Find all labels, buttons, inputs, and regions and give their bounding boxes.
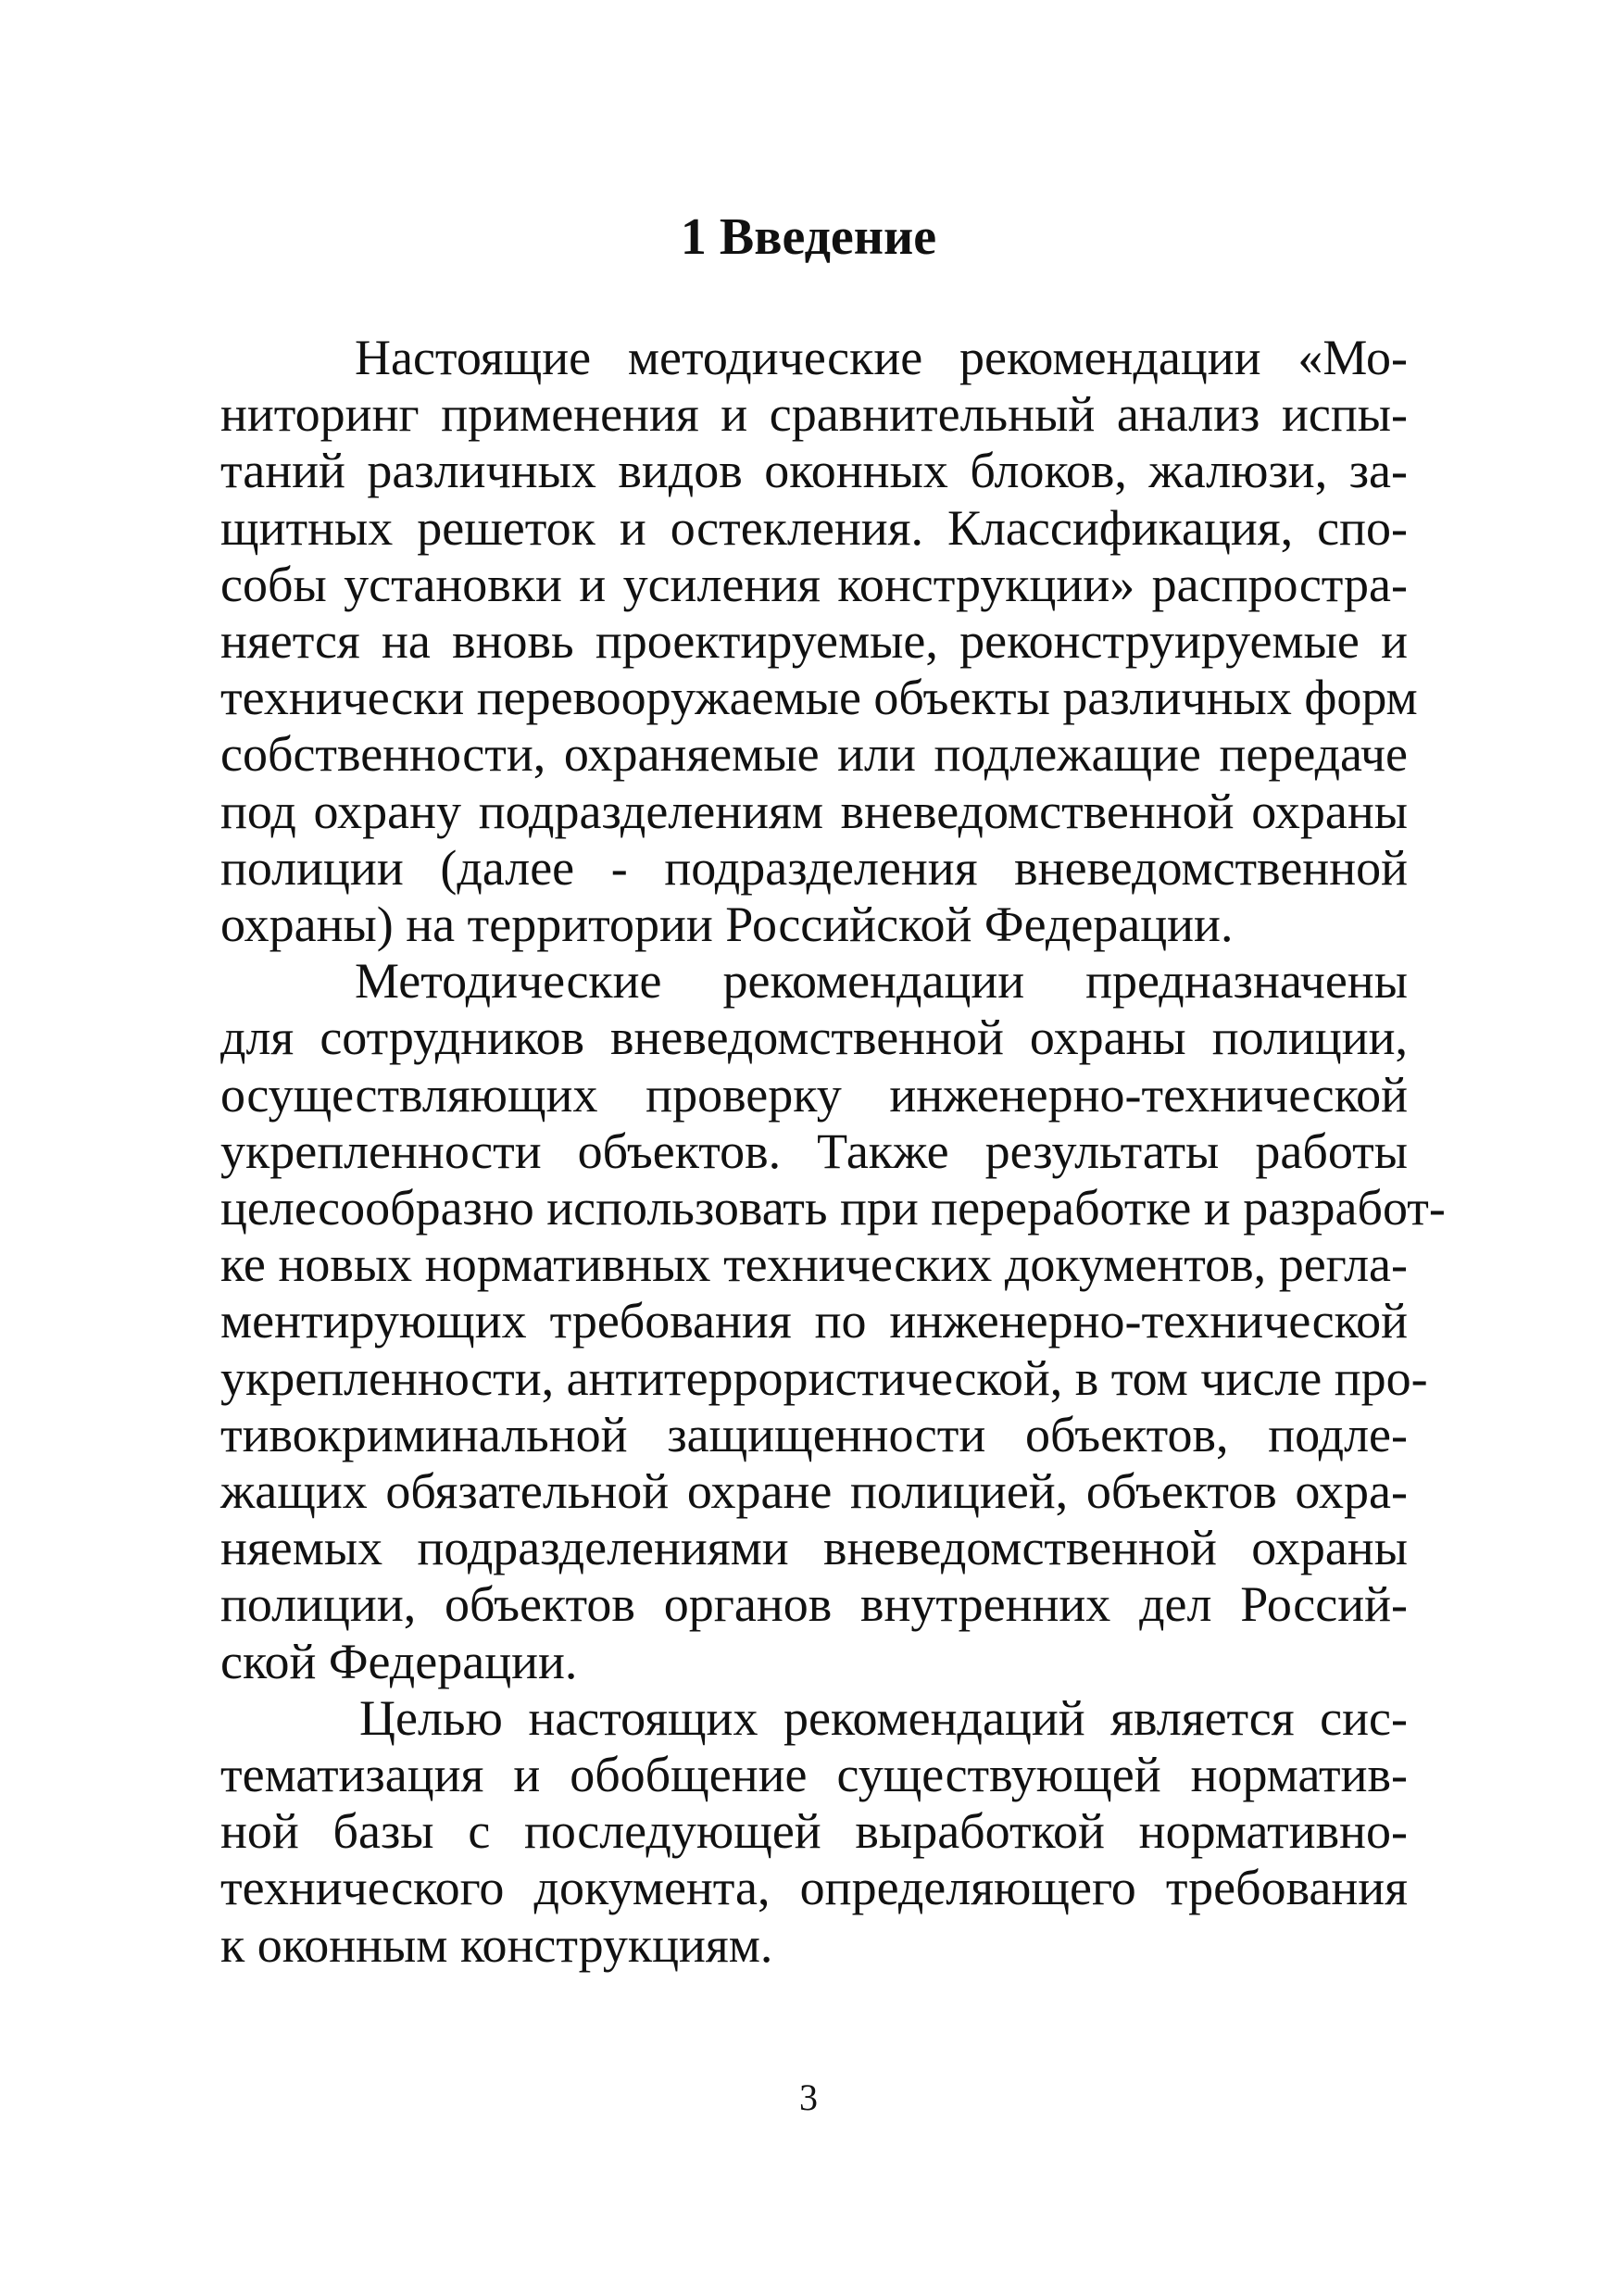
- text-line: ментирующих требования по инженерно-технической: [220, 1293, 1408, 1349]
- text-line: ке новых нормативных технических документов, регла-: [220, 1236, 1408, 1293]
- page-number: 3: [799, 2076, 818, 2118]
- text-line: тематизация и обобщение существующей норматив-: [220, 1747, 1408, 1803]
- text-line: няемых подразделениями вневедомственной охраны: [220, 1520, 1408, 1576]
- text-line: технического документа, определяющего требования: [220, 1860, 1408, 1916]
- text-line: Настоящие методические рекомендации «Мо-: [355, 330, 1408, 385]
- text-line: полиции (далее - подразделения вневедомственной: [220, 839, 1408, 896]
- text-line: для сотрудников вневедомственной охраны полиции,: [220, 1010, 1408, 1066]
- paragraph-purpose: [220, 953, 1446, 1690]
- text-line: Методические рекомендации предназначены: [355, 953, 1408, 1010]
- text-line: собы установки и усиления конструкции» распростра-: [220, 556, 1408, 612]
- text-line: Целью настоящих рекомендаций является сис-: [359, 1689, 1408, 1746]
- text-line: целесообразно использовать при переработке и разработ-: [220, 1180, 1446, 1236]
- text-line: охраны) на территории Российской Федерации.: [220, 897, 1234, 953]
- text-line: собственности, охраняемые или подлежащие передаче: [220, 726, 1408, 783]
- text-line: ниторинг применения и сравнительный анализ испы-: [220, 386, 1408, 443]
- text-line: укрепленности, антитеррористической, в том числе про-: [220, 1349, 1428, 1406]
- text-line: технически перевооружаемые объекты различных форм: [220, 670, 1418, 726]
- text-line: укрепленности объектов. Также результаты работы: [220, 1123, 1408, 1179]
- paragraph-goal: [220, 1690, 1408, 1974]
- text-line: жащих обязательной охране полицией, объектов охра-: [220, 1463, 1408, 1520]
- text-line: к оконным конструкциям.: [220, 1916, 773, 1973]
- text-line: няется на вновь проектируемые, реконструируемые и: [220, 613, 1408, 670]
- body-text: [220, 330, 1446, 1974]
- text-line: ской Федерации.: [220, 1633, 578, 1689]
- paragraph-scope: [220, 330, 1418, 953]
- text-line: ной базы с последующей выработкой нормативно-: [220, 1803, 1408, 1860]
- text-line: осуществляющих проверку инженерно-технической: [220, 1066, 1408, 1123]
- text-line: под охрану подразделениям вневедомственной охраны: [220, 783, 1408, 839]
- section-heading: 1 Введение: [680, 208, 937, 266]
- text-line: щитных решеток и остекления. Классификация, спо-: [220, 499, 1408, 556]
- text-line: тивокриминальной защищенности объектов, подле-: [220, 1406, 1408, 1462]
- text-line: полиции, объектов органов внутренних дел Россий-: [220, 1576, 1408, 1633]
- text-line: таний различных видов оконных блоков, жалюзи, за-: [220, 443, 1408, 499]
